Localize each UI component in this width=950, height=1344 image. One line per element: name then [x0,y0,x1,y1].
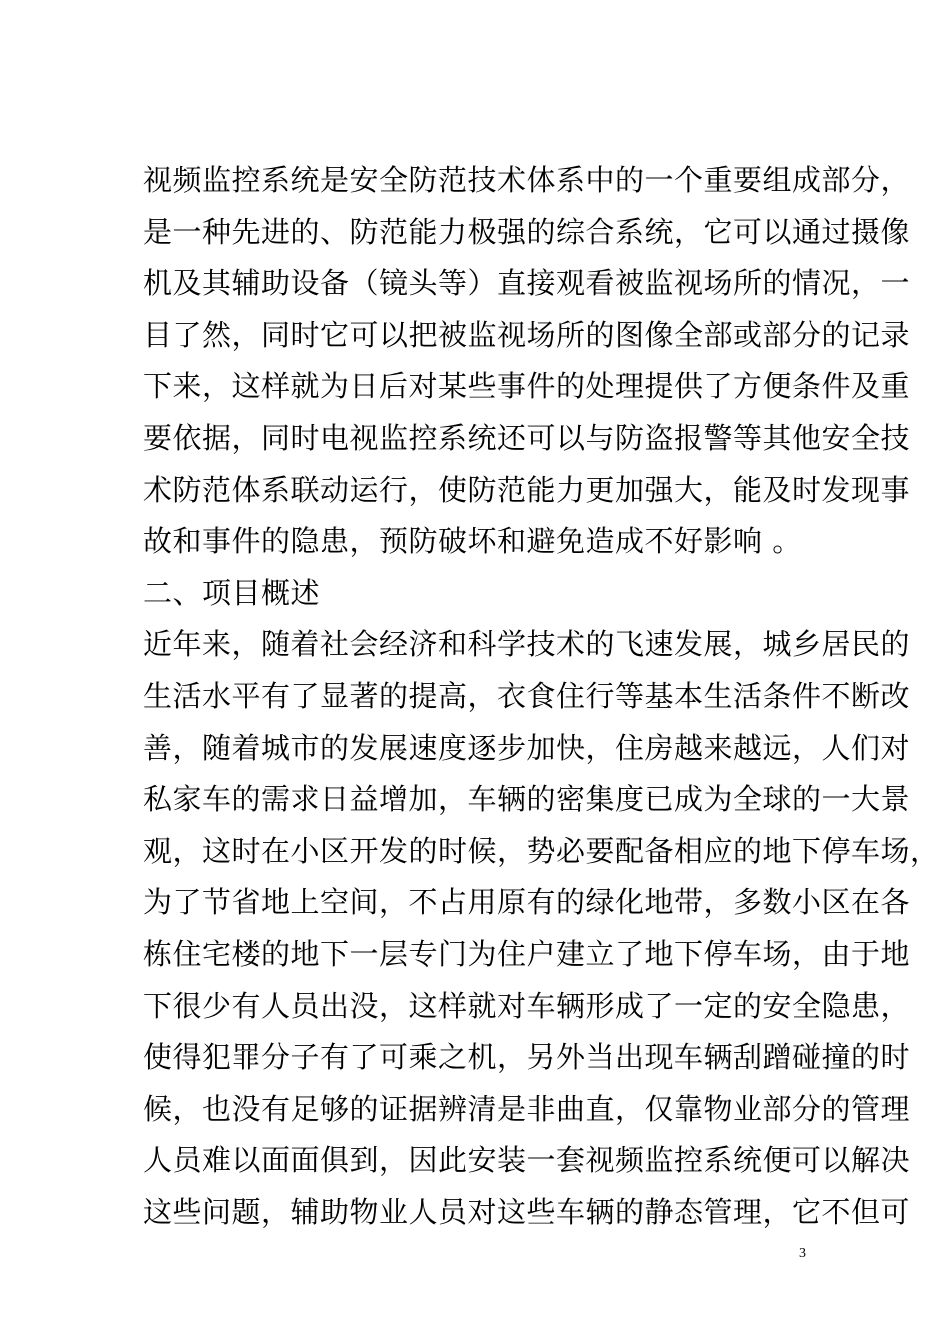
paragraph-line: 是一种先进的、防范能力极强的综合系统，它可以通过摄像 [143,214,911,249]
paragraph-line: 私家车的需求日益增加，车辆的密集度已成为全球的一大景 [143,782,911,817]
paragraph-line: 目了然，同时它可以把被监视场所的图像全部或部分的记录 [143,317,911,352]
paragraph-line: 栋住宅楼的地下一层专门为住户建立了地下停车场，由于地 [143,936,911,971]
section-heading: 二、项目概述 [143,575,321,610]
paragraph-line: 使得犯罪分子有了可乘之机，另外当出现车辆刮蹭碰撞的时 [143,1040,911,1075]
paragraph-line: 术防范体系联动运行，使防范能力更加强大，能及时发现事 [143,472,911,507]
paragraph-line: 这些问题，辅助物业人员对这些车辆的静态管理，它不但可 [143,1194,911,1229]
paragraph-line: 人员难以面面俱到，因此安装一套视频监控系统便可以解决 [143,1143,911,1178]
paragraph-line: 观，这时在小区开发的时候，势必要配备相应的地下停车场， [143,833,940,868]
paragraph-line: 要依据，同时电视监控系统还可以与防盗报警等其他安全技 [143,420,911,455]
paragraph-line: 为了节省地上空间，不占用原有的绿化地带，多数小区在各 [143,885,911,920]
paragraph-line: 机及其辅助设备（镜头等）直接观看被监视场所的情况，一 [143,266,911,301]
paragraph-line: 下很少有人员出没，这样就对车辆形成了一定的安全隐患， [143,988,911,1023]
page-number: 3 [799,1246,806,1261]
paragraph-line: 下来，这样就为日后对某些事件的处理提供了方便条件及重 [143,369,911,404]
paragraph-line: 故和事件的隐患，预防破坏和避免造成不好影响 。 [143,524,802,559]
paragraph-line: 近年来，随着社会经济和科学技术的飞速发展，城乡居民的 [143,627,911,662]
paragraph-line: 生活水平有了显著的提高，衣食住行等基本生活条件不断改 [143,678,911,713]
body-text [143,155,940,1238]
paragraph-line: 视频监控系统是安全防范技术体系中的一个重要组成部分， [143,163,911,197]
paragraph-line: 候，也没有足够的证据辨清是非曲直，仅靠物业部分的管理 [143,1091,911,1126]
paragraph-line: 善，随着城市的发展速度逐步加快，住房越来越远，人们对 [143,730,911,765]
